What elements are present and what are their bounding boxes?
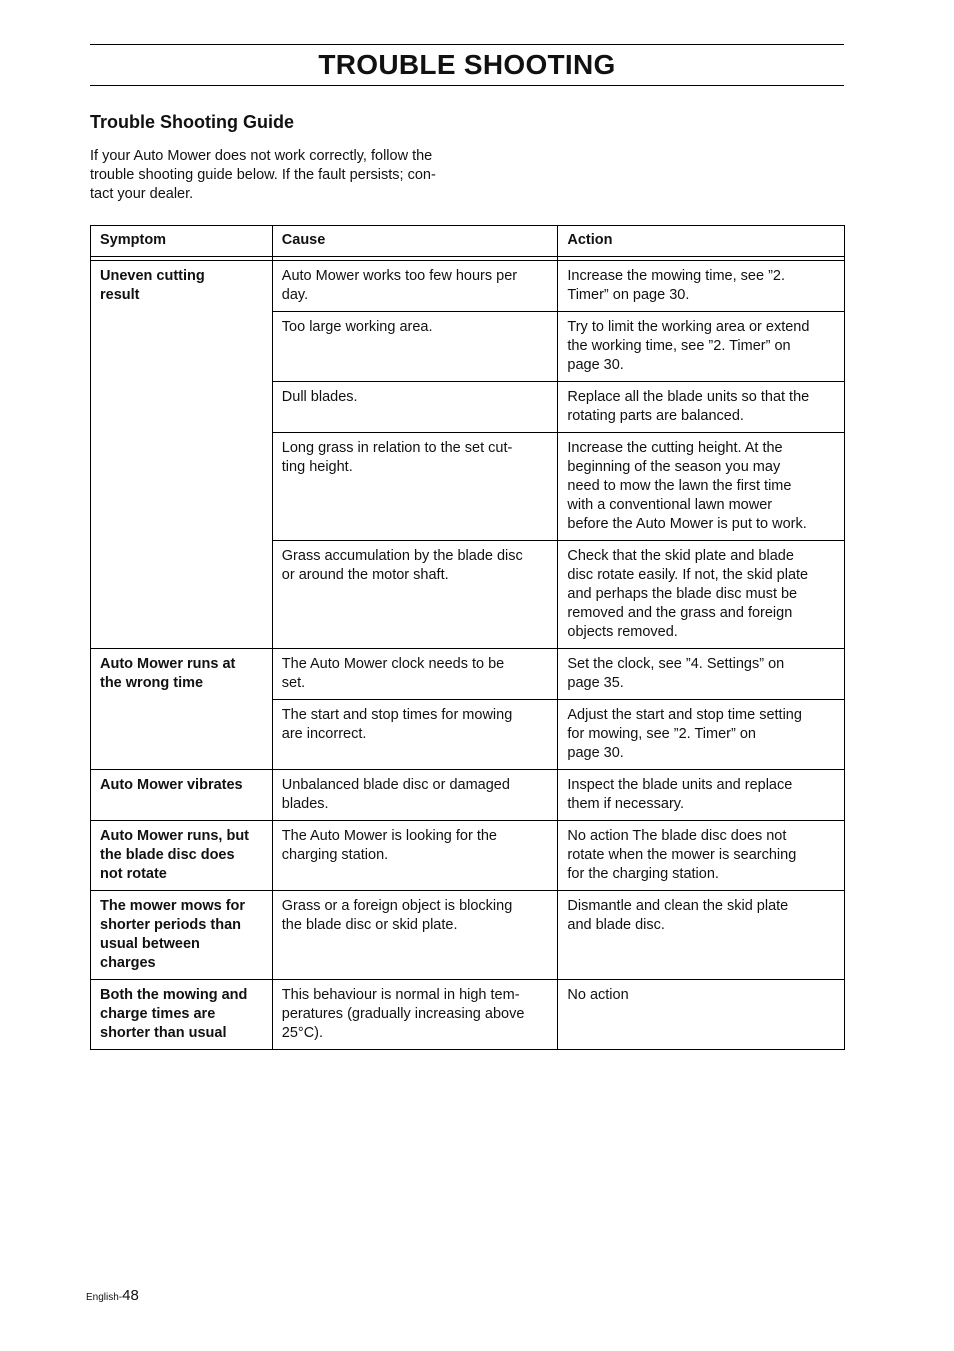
table-row (91, 821, 845, 891)
symptom-cell: The mower mows for shorter periods than usual between charges (91, 891, 273, 980)
symptom-cell: Auto Mower runs, but the blade disc does not rotate (91, 821, 273, 891)
column-header-action: Action (558, 226, 845, 257)
symptom-cell: Both the mowing and charge times are shorter than usual (91, 980, 273, 1050)
action-cell: Set the clock, see ”4. Settings” on page 35. (558, 649, 845, 700)
action-cell: Check that the skid plate and blade disc rotate easily. If not, the skid plate and perhaps the blade disc must be removed and the grass and foreign objects removed. (558, 541, 845, 649)
page-header (90, 44, 844, 86)
action-cell: Increase the mowing time, see ”2. Timer” on page 30. (558, 261, 845, 312)
section-title: Trouble Shooting Guide (90, 112, 294, 132)
action-cell: Replace all the blade units so that the rotating parts are balanced. (558, 382, 845, 433)
cause-cell: Auto Mower works too few hours per day. (272, 261, 558, 312)
action-cell: Dismantle and clean the skid plate and blade disc. (558, 891, 845, 980)
cause-cell: Too large working area. (272, 312, 558, 382)
table-body (91, 226, 845, 1050)
trouble-shooting-table (90, 225, 845, 1050)
action-cell: Increase the cutting height. At the beginning of the season you may need to mow the lawn the first time with a conventional lawn mower before the Auto Mower is put to work. (558, 433, 845, 541)
footer-language: English- (86, 1292, 123, 1303)
cause-cell: Grass or a foreign object is blocking the blade disc or skid plate. (272, 891, 558, 980)
cause-cell: The start and stop times for mowing are incorrect. (272, 700, 558, 770)
symptom-cell: Uneven cutting result (91, 261, 273, 649)
symptom-cell: Auto Mower vibrates (91, 770, 273, 821)
action-cell: No action The blade disc does not rotate when the mower is searching for the charging station. (558, 821, 845, 891)
table-row (91, 261, 845, 312)
table-header-row (91, 226, 845, 257)
column-header-symptom: Symptom (91, 226, 273, 257)
page-title: TROUBLE SHOOTING (318, 49, 616, 80)
action-cell: Try to limit the working area or extend the working time, see ”2. Timer” on page 30. (558, 312, 845, 382)
action-cell: No action (558, 980, 845, 1050)
page-footer (86, 1287, 139, 1304)
cause-cell: The Auto Mower clock needs to be set. (272, 649, 558, 700)
cause-cell: Unbalanced blade disc or damaged blades. (272, 770, 558, 821)
cause-cell: Long grass in relation to the set cut- ting height. (272, 433, 558, 541)
cause-cell: This behaviour is normal in high tem- peratures (gradually increasing above 25°C). (272, 980, 558, 1050)
cause-cell: The Auto Mower is looking for the charging station. (272, 821, 558, 891)
column-header-cause: Cause (272, 226, 558, 257)
table-row (91, 649, 845, 700)
action-cell: Adjust the start and stop time setting for mowing, see ”2. Timer” on page 30. (558, 700, 845, 770)
table-row (91, 980, 845, 1050)
cause-cell: Grass accumulation by the blade disc or around the motor shaft. (272, 541, 558, 649)
cause-cell: Dull blades. (272, 382, 558, 433)
table-row (91, 770, 845, 821)
table-row (91, 891, 845, 980)
action-cell: Inspect the blade units and replace them if necessary. (558, 770, 845, 821)
symptom-cell: Auto Mower runs at the wrong time (91, 649, 273, 770)
intro-paragraph: If your Auto Mower does not work correctly, follow the trouble shooting guide below. If the fault persists; con- tact your dealer. (90, 148, 436, 202)
page-number: 48 (122, 1287, 139, 1304)
